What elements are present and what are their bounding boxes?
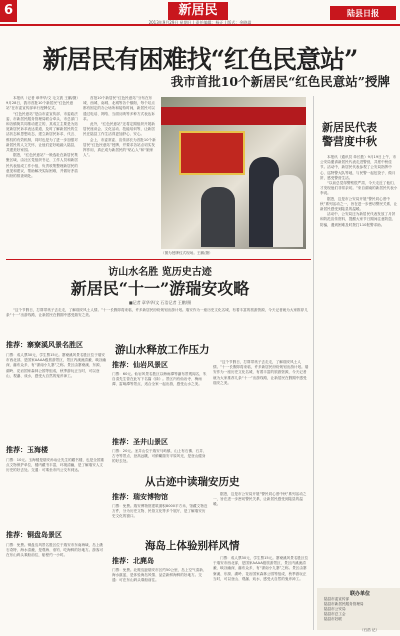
- route-1: [6, 340, 106, 446]
- history-route-1: [112, 492, 208, 532]
- co-organizer-title: 联办单位: [349, 591, 370, 597]
- route-heading: 推荐：北麂岛: [112, 557, 154, 565]
- route-2: [6, 445, 106, 533]
- route-body: 门票：10元。玉海楼是瑞安孙诒让先生的藏书楼，也是全国重点文物保护单位，楼内藏书丰富，环境清幽，是了解瑞安人文历史的好去处。交通：可乘坐市内公交车到达。: [6, 458, 105, 473]
- route-heading: 推荐：圣井山景区: [112, 438, 168, 446]
- route-heading: 推荐：玉海楼: [6, 446, 48, 454]
- history-col-3-text: 据悉，这是市公安局开展“警民同心度中秋”系列活动之一，旨在进一步密切警民关系，让新居民感受到陆县的温暖。: [213, 492, 307, 507]
- award-ceremony-photo: [161, 97, 306, 249]
- feature-intro: “这个节假日，打算带孩子去走走，了解瑞安风土人情。”十一长假即将来临，许多新居民纷纷规划出游计划。瑞安作为一座历史文化名城，有着丰富的旅游资源，今天记者就为大家推荐几条“十一”出游线路，让新居民在假期中感受瑞安之美。: [6, 308, 308, 318]
- island-col-3-text: 门票：成人票30元，学生票15元。寨寮溪风景名胜区位于瑞安市西北部，是国家AAAA级旅游景区，景区内溪流清澈、峡谷幽深、瀑布众多，有“浙南小九寨”之称。景区由寨寮溪、东源、湖岭、花岩国家森林公园等组成，秋季游玩正当时，可以登山、观瀑、戏水，感受大自然的鬼斧神工。: [213, 556, 309, 581]
- route-heading: 推荐：寨寮溪风景名胜区: [6, 341, 83, 349]
- lead-headline: 新居民有困难找“红色民意站”: [42, 45, 358, 74]
- newspaper-logo: 陆县日报: [330, 6, 396, 20]
- sidebar-author: （石浩 记）: [360, 628, 380, 632]
- sidebar-body: 本报讯（通讯员 单长胜）9月19日上午，市公安局邀请新居民代表走进警营，共度中秋佳节。活动中，新居民代表参观了公安局指挥中心、巡特警大队等地，与民警一起包饺子、做月饼，感受警营生活。 “以前总觉得警察很严肃，今天走近了他们，才发现他们非常亲切。”来自湖南的新居民代表小李说。 据悉，这是市公安局开展“警民同心度中秋”系列活动之一，旨在进一步密切警民关系，让新居民感受到陆县的温暖。 活动中，公安局还为新居民代表发放了月饼和防范宣传资料，提醒大家节日期间注意防盗、防骗，遇到困难及时拨打110报警求助。: [320, 155, 398, 227]
- photo-caption: （图为授牌仪式现场。王鹏/摄）: [161, 251, 213, 255]
- feature-byline: ■记者 章华华/文 石浩记者 王鹏/摄: [128, 300, 192, 305]
- route-heading: 推荐：瑞安博物馆: [112, 493, 168, 501]
- route-body: 门票：60元。仙岩风景名胜区以梅雨潭等瀑布景观闻名，朱自清先生曾在此写下名篇《绿》。景区内有仙岩寺、梅雨潭、雷响潭等景点，适合全家一起出游，感受山水之美。: [112, 372, 207, 387]
- island-heading: 海岛上体验别样风情: [145, 540, 240, 552]
- lead-subheadline: 我市首批10个新居民“红色民意站”授牌: [170, 74, 390, 89]
- history-heading: 从古迹中读瑞安历史: [145, 476, 240, 488]
- route-heading: 推荐：铜盘岛景区: [6, 531, 62, 539]
- route-body: 门票：成人票30元，学生票15元。寨寮溪风景名胜区位于瑞安市西北部，是国家AAAA级旅游景区，景区内溪流清澈、峡谷幽深、瀑布众多，有“浙南小九寨”之称。景区由寨寮溪、东源、湖岭、花岩国家森林公园等组成，秋季游玩正当时，可以登山、观瀑、戏水，感受大自然的鬼斧神工。: [6, 353, 106, 378]
- mid-route-2: [112, 437, 208, 477]
- lead-body-col-2: 首批10个新居民“红色民意站”分布在东城、西城、南城、北城等各个镇街，每个站点都有固定的办公场所和接待时间，新居民可以通过电话、网络、当面反映等多种方式表达诉求。 此外，“红色民意站”还将定期组织开展新居民座谈会、文化活动、技能培训等，让新居民在陆县工作生活得更加舒心、安心。 会上，市委常委、宣传部长为首批10个新居民“红色民意站”授牌，并要求各站点切实发挥作用，真正成为新居民的“贴心人”和“娘家人”。: [83, 96, 156, 158]
- sidebar-title: 新居民代表 警营度中秋: [322, 121, 377, 148]
- sidebar-divider: [313, 96, 314, 630]
- route-body: 门票：免费。铜盘岛风景名胜区位于瑞安市东南海域，岛上礁石奇特、海水清澈，是观海、垂钓、吃海鲜的好地方。游客可在东山码头乘船前往，船程约一小时。: [6, 543, 104, 558]
- feature-kicker: 访山水名胜 览历史古迹: [108, 267, 212, 278]
- lead-body-col-1: 本报讯（记者 章华华/文 毛文波 王鹏/摄）9月28日，我市首批10个新居民“红色民意站”在市委宣传部举行授牌仪式。 “红色民意站”是由市委宣传部、市委政法委、市新居民服务管理局联合牵头，市总部门和各镇街共同推动建立的，其成立主要是为拓宽新居民诉求表达渠道，及时了解新居民的生活状态和思想动态，建立新居民诉求、代言、维权的有效机制，同时也是为了进一步加强对新居民的人文关怀，让他们更好地融入陆县，共建美好家园。 据悉，“红色民意站”一般选址在新居民集聚区域，由社区党组织书记、工作人员和新居民代表组成工作小组，负责收集整理新居民的意见和建议，帮助解决实际困难，并做好矛盾纠纷的排查调处。: [6, 96, 80, 179]
- co-organizer-list: 陆县市委宣传部 陆县市新居民服务管理局 陆县市公安局 陆县市总工会 陆县市妇联: [324, 597, 364, 621]
- feature-title: 新居民“十一”游瑞安攻略: [70, 279, 250, 298]
- section-title: 新居民: [168, 2, 228, 20]
- route-body: 门票：20元。圣井山位于瑞安马屿镇，山上有石佛、石井、古寺等景点，登高远眺，可俯瞰瑞安平原风光，是登山健身的好去处。: [112, 449, 207, 464]
- mid-col-3-text: “这个节假日，打算带孩子去走走，了解瑞安风土人情。”十一长假即将来临，许多新居民纷纷规划出游计划。瑞安作为一座历史文化名城，有着丰富的旅游资源，今天记者就为大家推荐几条“十一”出游线路，让新居民在假期中感受瑞安之美。: [213, 360, 309, 385]
- route-3: [6, 530, 106, 633]
- mid-section-heading: 游山水释放工作压力: [115, 344, 210, 356]
- route-body: 门票：免费。北麂岛距瑞安市区约50公里，岛上空气清新、海水湛蓝，是体验海岛风情、品尝新鲜海鲜的好地方。交通：可在东山码头乘船前往。: [112, 568, 207, 583]
- issue-info: 2013年9月29日 星期日 | 责任编辑：杨正 | 版式：金晓嵩: [148, 20, 252, 25]
- route-body: 门票：免费。瑞安博物馆建筑面积8000平方米，馆藏文物近万件，分为历史文物、民俗文化等多个展厅，是了解瑞安历史文化的窗口。: [112, 504, 208, 519]
- route-heading: 推荐：仙岩风景区: [112, 361, 168, 369]
- page-number: 6: [0, 0, 17, 22]
- island-route-1: [112, 556, 208, 636]
- section-divider: [6, 259, 311, 260]
- mid-route-1: [112, 360, 208, 442]
